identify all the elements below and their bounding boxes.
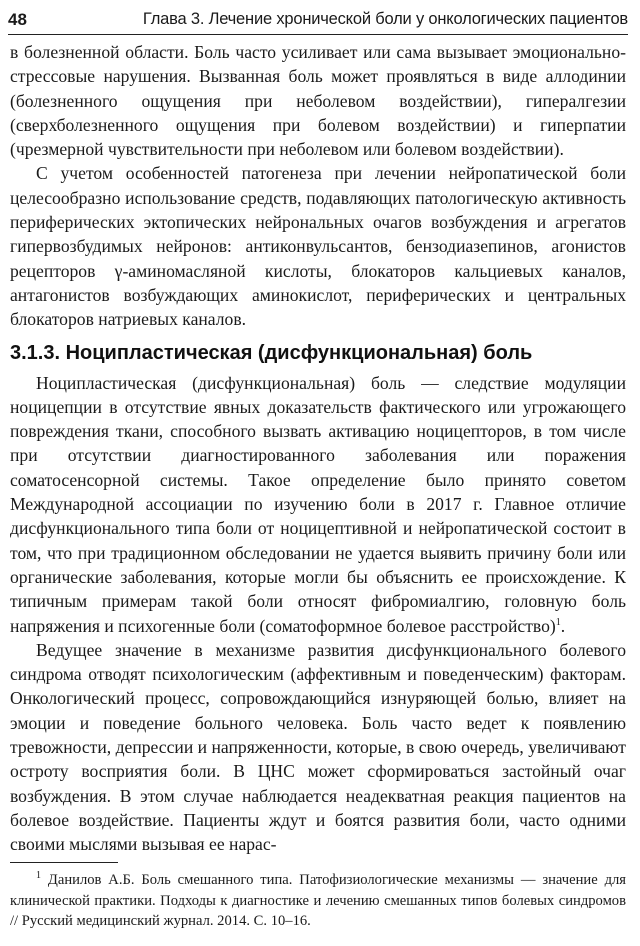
footnote-text: Данилов А.Б. Боль смешанного типа. Патофизиологические механизмы — значение для клинической практики. Подходы к диагностике и лечению смешанных типов болевых синдромов // Русский медицинский журнал. 2014. С. 10–16.: [10, 872, 626, 929]
footnote-marker: 1: [36, 870, 41, 882]
page-number: 48: [8, 10, 27, 29]
main-text: [10, 40, 626, 857]
section-heading: 3.1.3. Ноципластическая (дисфункциональная) боль: [10, 341, 533, 364]
paragraph: Ноципластическая (дисфункциональная) боль — следствие модуляции ноцицепции в отсутствие явных доказательств фактического или угрожающего повреждения ткани, способного вызвать активацию ноцицепторов, в том числе при отсутствии диагностированного заболевания или поражения соматосенсорной системы. Такое определение было принято советом Международной ассоциации по изучению боли в 2017 г. Главное отличие дисфункционального типа боли от ноцицептивной и нейропатической состоит в том, что при традиционном обследовании не удается выявить причину боли или органические заболевания, которые могли бы объяснить ее происхождение. К типичным примерам такой боли относят фибромиалгию, головную боль напряжения и психогенные боли (соматоформное болевое расстройство)$^1$.: [10, 372, 626, 636]
paragraph-text: Ноципластическая (дисфункциональная) боль — следствие модуляции ноцицепции в отсутствие явных доказательств фактического или угрожающего повреждения ткани, способного вызвать активацию ноцицепторов, в том числе при отсутствии диагностированного заболевания или поражения соматосенсорной системы. Такое определение было принято советом Международной ассоциации по изучению боли в 2017 г. Главное отличие дисфункционального типа боли от ноцицептивной и нейропатической состоит в том, что при традиционном обследовании не удается выявить причину боли или органические заболевания, которые могли бы объяснить ее происхождение. К типичным примерам такой боли относят фибромиалгию, головную боль напряжения и психогенные боли (соматоформное болевое расстройство): [10, 372, 626, 636]
paragraph-continued: в болезненной области. Боль часто усиливает или сама вызывает эмоционально-стрессовые нарушения. Вызванная боль может проявляться в виде аллодинии (болезненного ощущения при неболевом воздействии), гипералгезии (сверхболезненного ощущения при болевом воздействии) и гиперпатии (чрезмерной чувствительности при неболевом или болевом воздействии).: [10, 42, 626, 160]
running-header: [8, 4, 628, 35]
paragraph: С учетом особенностей патогенеза при лечении нейропатической боли целесообразно использование средств, подавляющих патологическую активность периферических эктопических нейрональных очагов возбуждения и агрегатов гипервозбудимых нейронов: антиконвульсантов, бензодиазепинов, агонистов рецепторов γ-аминомасляной кислоты, блокаторов кальциевых каналов, антагонистов возбуждающих аминокислот, периферических и центральных блокаторов натриевых каналов.: [10, 163, 626, 330]
paragraph: Ведущее значение в механизме развития дисфункционального болевого синдрома отводят психологическим (аффективным и поведенческим) факторам. Онкологический процесс, сопровождающийся изнуряющей болью, влияет на эмоции и поведение больного человека. Боль часто ведет к появлению тревожности, депрессии и напряженности, которые, в свою очередь, увеличивают остроту восприятия боли. В ЦНС может сформироваться застойный очаг возбуждения. В этом случае наблюдается неадекватная реакция пациентов на болевое воздействие. Пациенты ждут и боятся развития боли, часто одними своими мыслями вызывая ее нарас-: [10, 639, 626, 855]
footnote: [10, 870, 626, 932]
running-title: Глава 3. Лечение хронической боли у онкологических пациентов: [142, 10, 628, 28]
footnote-divider: [10, 862, 118, 863]
footnote-reference: 1: [555, 616, 561, 628]
